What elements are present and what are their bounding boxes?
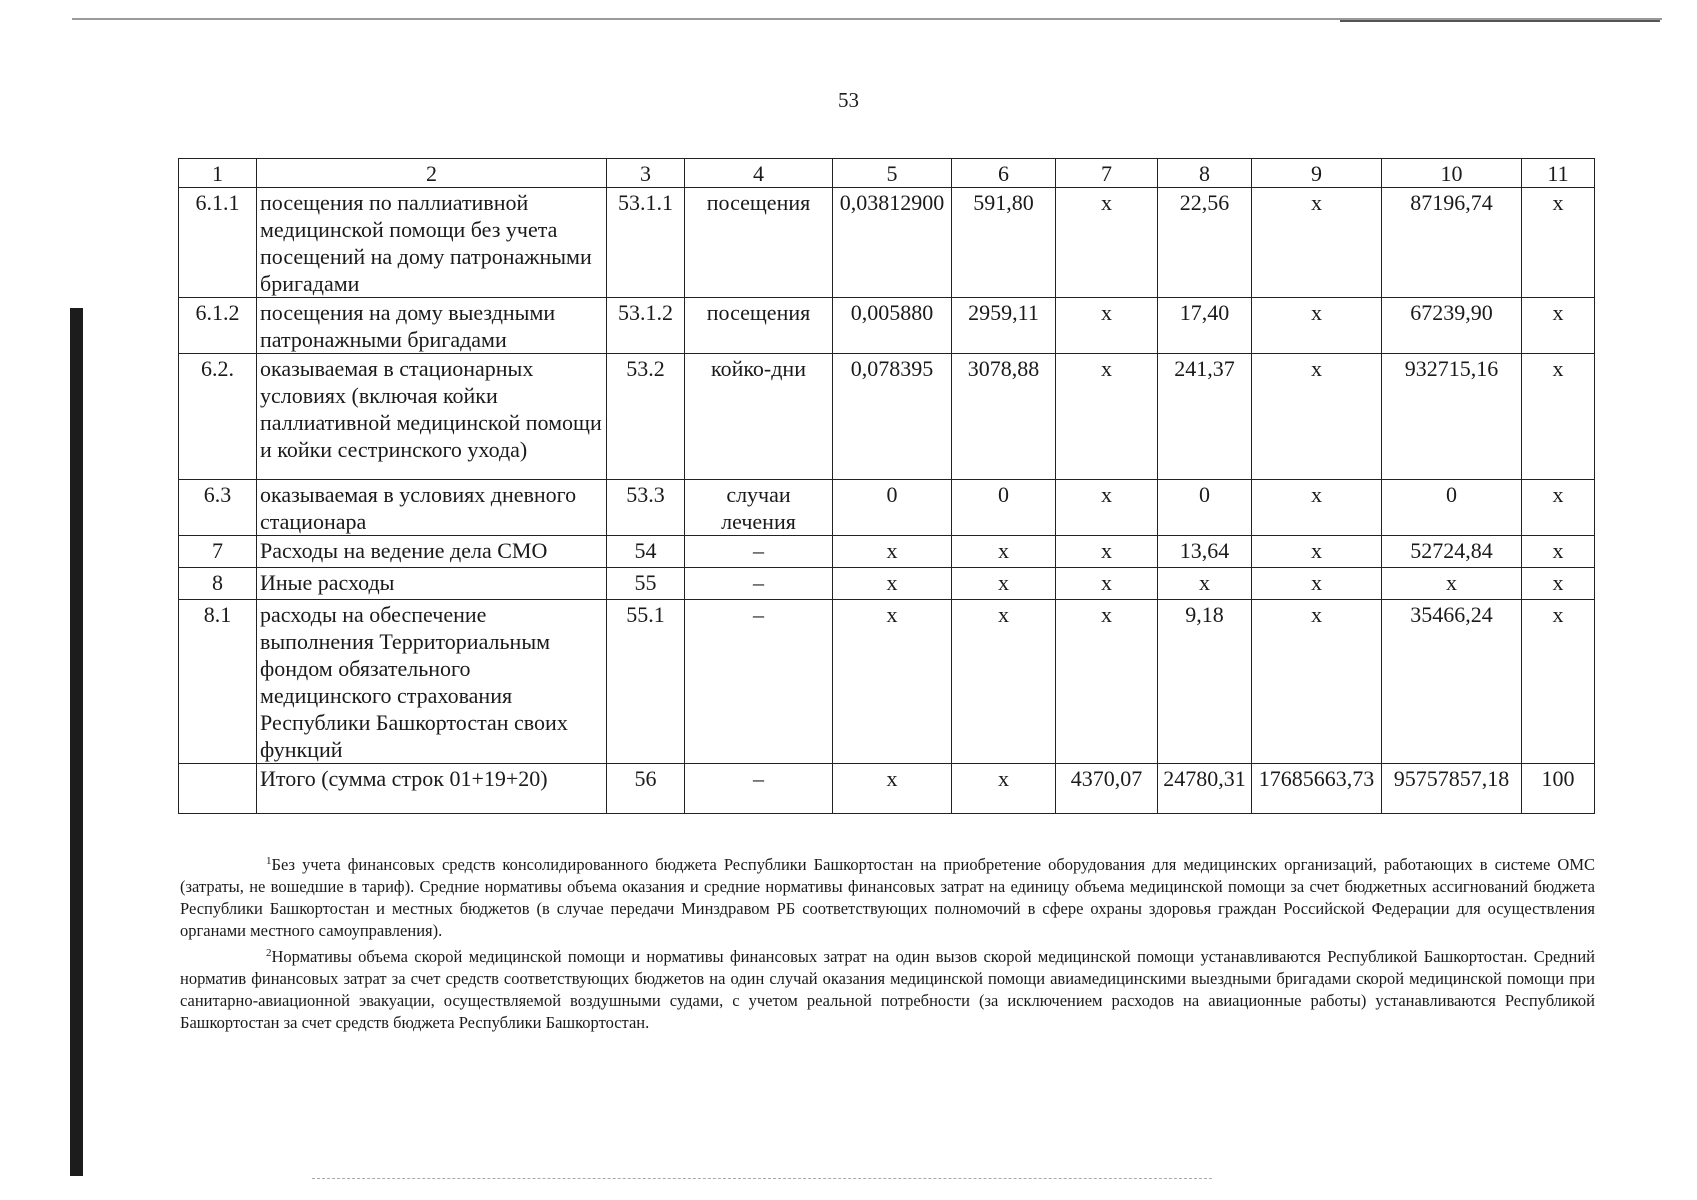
table-cell: 0,078395	[833, 354, 952, 480]
header-cell: 11	[1522, 159, 1595, 188]
table-cell: –	[685, 568, 833, 600]
table-cell: 4370,07	[1056, 764, 1158, 814]
table-cell: х	[952, 536, 1056, 568]
scan-artifact-left-bar	[70, 308, 83, 1176]
table-cell: 54	[607, 536, 685, 568]
table-cell: х	[1522, 298, 1595, 354]
table-row	[179, 188, 1595, 298]
row-description-cell: Расходы на ведение дела СМО	[257, 536, 607, 568]
row-description-cell: расходы на обеспечение выполнения Территориальным фондом обязательного медицинского страхования Республики Башкортостан своих функций	[257, 600, 607, 764]
table-cell: койко-дни	[685, 354, 833, 480]
table-row	[179, 600, 1595, 764]
row-description-cell: посещения на дому выездными патронажными бригадами	[257, 298, 607, 354]
footnote-text: Без учета финансовых средств консолидированного бюджета Республики Башкортостан на приобретение оборудования для медицинских организаций, работающих в системе ОМС (затраты, не вошедшие в тариф). Средние нормативы объема оказания и средние нормативы финансовых затрат на единицу объема медицинской помощи за счет бюджетных ассигнований бюджета Республики Башкортостан и местных бюджетов (в случае передачи Минздравом РБ соответствующих полномочий в сфере охраны здоровья граждан Российской Федерации для осуществления органами местного самоуправления).	[180, 855, 1595, 940]
row-description-cell: оказываемая в стационарных условиях (включая койки паллиативной медицинской помощи и койки сестринского ухода)	[257, 354, 607, 480]
table-cell: х	[1252, 600, 1382, 764]
table-cell: 3078,88	[952, 354, 1056, 480]
table-cell: –	[685, 600, 833, 764]
table-cell: 241,37	[1158, 354, 1252, 480]
table-cell: 53.3	[607, 480, 685, 536]
table-cell: 0	[1158, 480, 1252, 536]
row-description-cell: Иные расходы	[257, 568, 607, 600]
table-cell: 53.2	[607, 354, 685, 480]
table-cell: х	[1252, 536, 1382, 568]
table-cell: х	[1252, 568, 1382, 600]
scan-artifact-bottom-line	[312, 1178, 1212, 1179]
table-cell: х	[833, 568, 952, 600]
header-cell: 3	[607, 159, 685, 188]
table-cell: 9,18	[1158, 600, 1252, 764]
table-cell: х	[952, 600, 1056, 764]
table-cell	[179, 764, 257, 814]
table-cell: 0	[952, 480, 1056, 536]
table-cell: х	[1522, 600, 1595, 764]
table-cell: х	[1056, 568, 1158, 600]
table-cell: посещения	[685, 188, 833, 298]
footnote-2	[180, 942, 1595, 1034]
footnote-1	[180, 850, 1595, 942]
table-cell: 591,80	[952, 188, 1056, 298]
table-cell: х	[1522, 536, 1595, 568]
table-cell: 932715,16	[1382, 354, 1522, 480]
table-cell: 6.1.1	[179, 188, 257, 298]
header-cell: 6	[952, 159, 1056, 188]
table-cell: 2959,11	[952, 298, 1056, 354]
table-cell: 6.1.2	[179, 298, 257, 354]
footnote-mark: 1	[266, 855, 272, 867]
table-cell: х	[1158, 568, 1252, 600]
footnotes	[180, 850, 1595, 1034]
table-cell: 53.1.1	[607, 188, 685, 298]
table-row	[179, 298, 1595, 354]
table-cell: посещения	[685, 298, 833, 354]
table-cell: 0,005880	[833, 298, 952, 354]
table-cell: 8.1	[179, 600, 257, 764]
table-cell: 6.3	[179, 480, 257, 536]
row-description-cell: оказываемая в условиях дневного стационара	[257, 480, 607, 536]
table-cell: х	[952, 568, 1056, 600]
scan-artifact-top-line-dark	[1340, 20, 1660, 22]
table-cell: –	[685, 764, 833, 814]
header-cell: 2	[257, 159, 607, 188]
table-cell: 17685663,73	[1252, 764, 1382, 814]
table-row	[179, 536, 1595, 568]
table-cell: –	[685, 536, 833, 568]
header-cell: 7	[1056, 159, 1158, 188]
table-cell: х	[1056, 354, 1158, 480]
table-cell: 35466,24	[1382, 600, 1522, 764]
table-cell: 24780,31	[1158, 764, 1252, 814]
table-cell: х	[1056, 188, 1158, 298]
table-cell: х	[1522, 188, 1595, 298]
table-row	[179, 354, 1595, 480]
footnote-mark: 2	[266, 947, 272, 959]
table-header-row	[179, 159, 1595, 188]
table-cell: х	[952, 764, 1056, 814]
table-cell: х	[1252, 298, 1382, 354]
table-cell: 67239,90	[1382, 298, 1522, 354]
table-cell: 55.1	[607, 600, 685, 764]
financial-norms-table	[178, 158, 1595, 814]
table-cell: 22,56	[1158, 188, 1252, 298]
header-cell: 9	[1252, 159, 1382, 188]
page-number: 53	[838, 88, 859, 112]
table-cell: 0,03812900	[833, 188, 952, 298]
table-cell: х	[1056, 600, 1158, 764]
header-cell: 10	[1382, 159, 1522, 188]
table-cell: х	[1252, 188, 1382, 298]
table-cell: 56	[607, 764, 685, 814]
table-cell: 17,40	[1158, 298, 1252, 354]
table-row	[179, 764, 1595, 814]
table-cell: 0	[1382, 480, 1522, 536]
table-row	[179, 480, 1595, 536]
row-description-cell: посещения по паллиативной медицинской помощи без учета посещений на дому патронажными бригадами	[257, 188, 607, 298]
table-cell: х	[1056, 536, 1158, 568]
table-cell: х	[1522, 480, 1595, 536]
header-cell: 8	[1158, 159, 1252, 188]
row-description-cell: Итого (сумма строк 01+19+20)	[257, 764, 607, 814]
table-cell: 55	[607, 568, 685, 600]
table-cell: 7	[179, 536, 257, 568]
table-cell: 87196,74	[1382, 188, 1522, 298]
table-cell: х	[1252, 480, 1382, 536]
table-cell: х	[833, 764, 952, 814]
header-cell: 4	[685, 159, 833, 188]
table-cell: х	[1522, 568, 1595, 600]
table-cell: 0	[833, 480, 952, 536]
table-cell: х	[833, 536, 952, 568]
table-cell: 8	[179, 568, 257, 600]
table-cell: х	[1056, 298, 1158, 354]
table-cell: 95757857,18	[1382, 764, 1522, 814]
table-cell: х	[833, 600, 952, 764]
table-cell: х	[1056, 480, 1158, 536]
header-cell: 5	[833, 159, 952, 188]
table-cell: 100	[1522, 764, 1595, 814]
table-cell: 6.2.	[179, 354, 257, 480]
table-cell: случаи лечения	[685, 480, 833, 536]
table-cell: 52724,84	[1382, 536, 1522, 568]
table-cell: х	[1252, 354, 1382, 480]
footnote-text: Нормативы объема скорой медицинской помощи и нормативы финансовых затрат на один вызов скорой медицинской помощи устанавливаются Республикой Башкортостан. Средний норматив финансовых затрат за счет средств соответствующих бюджетов на один случай оказания медицинской помощи авиамедицинскими выездными бригадами скорой медицинской помощи при санитарно-авиационной эвакуации, осуществляемой воздушными судами, с учетом реальной потребности (за исключением расходов на авиационные работы) устанавливаются Республикой Башкортостан за счет средств бюджета Республики Башкортостан.	[180, 947, 1595, 1032]
table-row	[179, 568, 1595, 600]
header-cell: 1	[179, 159, 257, 188]
table-cell: х	[1522, 354, 1595, 480]
table-cell: х	[1382, 568, 1522, 600]
table-cell: 13,64	[1158, 536, 1252, 568]
table-cell: 53.1.2	[607, 298, 685, 354]
